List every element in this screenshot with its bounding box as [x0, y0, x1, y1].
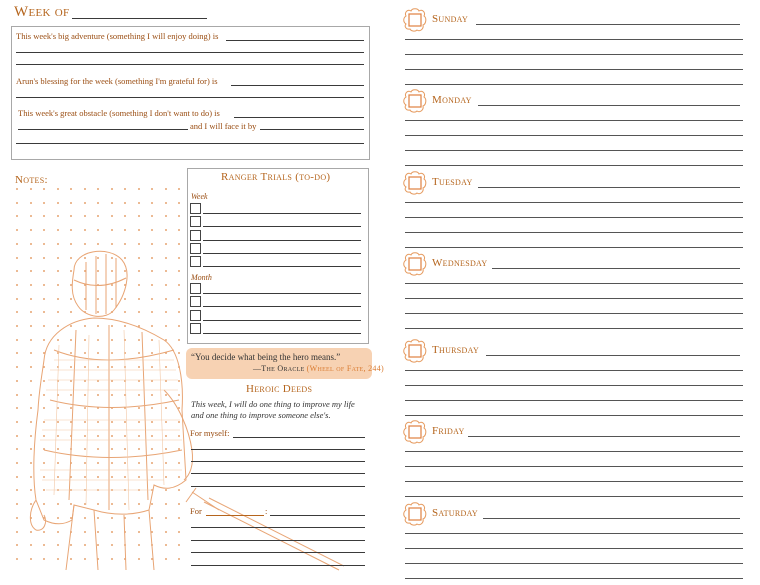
day-title-line[interactable] [483, 518, 740, 519]
for-other-line[interactable] [191, 527, 365, 528]
for-other-colon: : [265, 506, 268, 516]
grid-dot [178, 188, 180, 190]
grid-dot [84, 215, 86, 217]
grid-dot [111, 215, 113, 217]
ranger-trials-title: Ranger Trials (to-do) [221, 171, 331, 183]
day-entry-line[interactable] [405, 385, 743, 386]
for-myself-label: For myself: [190, 428, 230, 438]
day-entry-line[interactable] [405, 202, 743, 203]
grid-dot [138, 202, 140, 204]
heroic-deeds-title: Heroic Deeds [246, 383, 313, 395]
calendar-icon [403, 89, 425, 111]
day-entry-line[interactable] [405, 247, 743, 248]
adventure-box [11, 26, 370, 160]
month-task-line[interactable] [203, 333, 361, 334]
adventure-prompt: This week's big adventure (something I will enjoy doing) is [16, 31, 219, 41]
week-of-label: Week of [14, 4, 70, 20]
obstacle-field[interactable] [234, 117, 364, 118]
day-entry-line[interactable] [405, 548, 743, 549]
grid-dot [70, 202, 72, 204]
grid-dot [138, 229, 140, 231]
grid-dot [43, 229, 45, 231]
week-task-checkbox[interactable] [190, 243, 201, 254]
for-other-field[interactable] [270, 515, 365, 516]
grid-dot [124, 188, 126, 190]
day-entry-line[interactable] [405, 165, 743, 166]
obstacle-prompt: This week's great obstacle (something I don't want to do) is [18, 108, 220, 118]
grid-dot [151, 215, 153, 217]
for-other-line[interactable] [191, 552, 365, 553]
day-entry-line[interactable] [405, 481, 743, 482]
day-title-friday: Friday [432, 425, 465, 437]
quote-source: (Wheel of Fate, 244) [306, 364, 384, 373]
grid-dot [165, 229, 167, 231]
adventure-field-line[interactable] [16, 52, 364, 53]
face-it-field-line[interactable] [16, 143, 364, 144]
month-task-line[interactable] [203, 293, 361, 294]
quote-attribution: —The Oracle [253, 364, 305, 373]
blessing-prompt: Arun's blessing for the week (something I'm grateful for) is [16, 76, 218, 86]
month-task-line[interactable] [203, 306, 361, 307]
grid-dot [151, 229, 153, 231]
for-other-name-field[interactable] [206, 515, 264, 516]
day-entry-line[interactable] [405, 466, 743, 467]
grid-dot [138, 215, 140, 217]
month-task-checkbox[interactable] [190, 283, 201, 294]
face-it-field[interactable] [260, 129, 364, 130]
calendar-icon [403, 420, 425, 442]
quote-attribution-line [253, 364, 384, 373]
day-title-line[interactable] [468, 436, 740, 437]
month-label: Month [191, 273, 212, 282]
day-entry-line[interactable] [405, 150, 743, 151]
grid-dot [84, 229, 86, 231]
deeds-intro-line1: This week, I will do one thing to improve my life [191, 399, 355, 409]
grid-dot [97, 202, 99, 204]
grid-dot [30, 202, 32, 204]
week-task-line[interactable] [203, 213, 361, 214]
day-title-monday: Monday [432, 94, 472, 106]
grid-dot [70, 188, 72, 190]
week-task-line[interactable] [203, 266, 361, 267]
ranger-trials-box [187, 168, 369, 344]
calendar-icon [403, 339, 425, 361]
calendar-icon [403, 171, 425, 193]
grid-dot [30, 215, 32, 217]
grid-dot [16, 215, 18, 217]
day-entry-line[interactable] [405, 69, 743, 70]
grid-dot [178, 229, 180, 231]
day-entry-line[interactable] [405, 298, 743, 299]
grid-dot [57, 188, 59, 190]
day-title-line[interactable] [486, 355, 740, 356]
blessing-field[interactable] [231, 85, 364, 86]
grid-dot [70, 215, 72, 217]
for-myself-line[interactable] [191, 473, 365, 474]
grid-dot [84, 202, 86, 204]
week-label: Week [191, 192, 208, 201]
day-entry-line[interactable] [405, 232, 743, 233]
day-title-line[interactable] [478, 187, 740, 188]
day-title-sunday: Sunday [432, 13, 469, 25]
blessing-field-line[interactable] [16, 97, 364, 98]
grid-dot [16, 229, 18, 231]
for-myself-field[interactable] [233, 437, 365, 438]
day-entry-line[interactable] [405, 120, 743, 121]
week-task-line[interactable] [203, 240, 361, 241]
day-entry-line[interactable] [405, 39, 743, 40]
grid-dot [84, 188, 86, 190]
day-entry-line[interactable] [405, 563, 743, 564]
grid-dot [57, 215, 59, 217]
week-task-checkbox[interactable] [190, 203, 201, 214]
grid-dot [43, 215, 45, 217]
grid-dot [97, 229, 99, 231]
calendar-icon [403, 502, 425, 524]
for-myself-line[interactable] [191, 449, 365, 450]
grid-dot [151, 188, 153, 190]
face-it-prompt: and I will face it by [190, 121, 257, 131]
month-task-checkbox[interactable] [190, 323, 201, 334]
day-title-thursday: Thursday [432, 344, 480, 356]
month-task-checkbox[interactable] [190, 296, 201, 307]
calendar-icon [403, 8, 425, 30]
day-entry-line[interactable] [405, 415, 743, 416]
day-title-tuesday: Tuesday [432, 176, 473, 188]
grid-dot [124, 229, 126, 231]
day-entry-line[interactable] [405, 135, 743, 136]
grid-dot [43, 188, 45, 190]
day-title-saturday: Saturday [432, 507, 479, 519]
day-entry-line[interactable] [405, 328, 743, 329]
day-entry-line[interactable] [405, 533, 743, 534]
notes-label: Notes: [15, 174, 48, 186]
calendar-icon [403, 252, 425, 274]
grid-dot [138, 188, 140, 190]
grid-dot [165, 215, 167, 217]
grid-dot [165, 202, 167, 204]
day-entry-line[interactable] [405, 84, 743, 85]
grid-dot [16, 188, 18, 190]
for-myself-line[interactable] [191, 461, 365, 462]
adventure-field[interactable] [226, 40, 364, 41]
day-entry-line[interactable] [405, 400, 743, 401]
day-entry-line[interactable] [405, 578, 743, 579]
grid-dot [165, 188, 167, 190]
grid-dot [57, 202, 59, 204]
grid-dot [124, 202, 126, 204]
week-task-checkbox[interactable] [190, 256, 201, 267]
obstacle-field-line[interactable] [18, 129, 188, 130]
grid-dot [111, 229, 113, 231]
day-entry-line[interactable] [405, 313, 743, 314]
deeds-intro-line2: and one thing to improve someone else's. [191, 410, 331, 420]
week-of-field[interactable] [72, 18, 207, 19]
month-task-line[interactable] [203, 320, 361, 321]
grid-dot [111, 188, 113, 190]
grid-dot [43, 202, 45, 204]
grid-dot [97, 188, 99, 190]
day-entry-line[interactable] [405, 451, 743, 452]
week-task-checkbox[interactable] [190, 216, 201, 227]
day-title-line[interactable] [476, 24, 740, 25]
grid-dot [30, 229, 32, 231]
for-myself-line[interactable] [191, 486, 365, 487]
grid-dot [57, 229, 59, 231]
day-entry-line[interactable] [405, 370, 743, 371]
week-task-line[interactable] [203, 253, 361, 254]
day-entry-line[interactable] [405, 54, 743, 55]
for-other-line[interactable] [191, 540, 365, 541]
for-other-line[interactable] [191, 565, 365, 566]
grid-dot [178, 202, 180, 204]
day-title-line[interactable] [478, 105, 740, 106]
grid-dot [97, 215, 99, 217]
for-other-label: For [190, 506, 202, 516]
grid-dot [124, 215, 126, 217]
grid-dot [16, 202, 18, 204]
grid-dot [151, 202, 153, 204]
month-task-checkbox[interactable] [190, 310, 201, 321]
week-task-checkbox[interactable] [190, 230, 201, 241]
grid-dot [70, 229, 72, 231]
week-task-line[interactable] [203, 226, 361, 227]
day-entry-line[interactable] [405, 217, 743, 218]
day-title-wednesday: Wednesday [432, 257, 488, 269]
grid-dot [178, 215, 180, 217]
day-title-line[interactable] [492, 268, 740, 269]
day-entry-line[interactable] [405, 283, 743, 284]
grid-dot [30, 188, 32, 190]
day-entry-line[interactable] [405, 496, 743, 497]
adventure-field-line[interactable] [16, 64, 364, 65]
grid-dot [111, 202, 113, 204]
quote-text: “You decide what being the hero means.” [191, 352, 341, 362]
